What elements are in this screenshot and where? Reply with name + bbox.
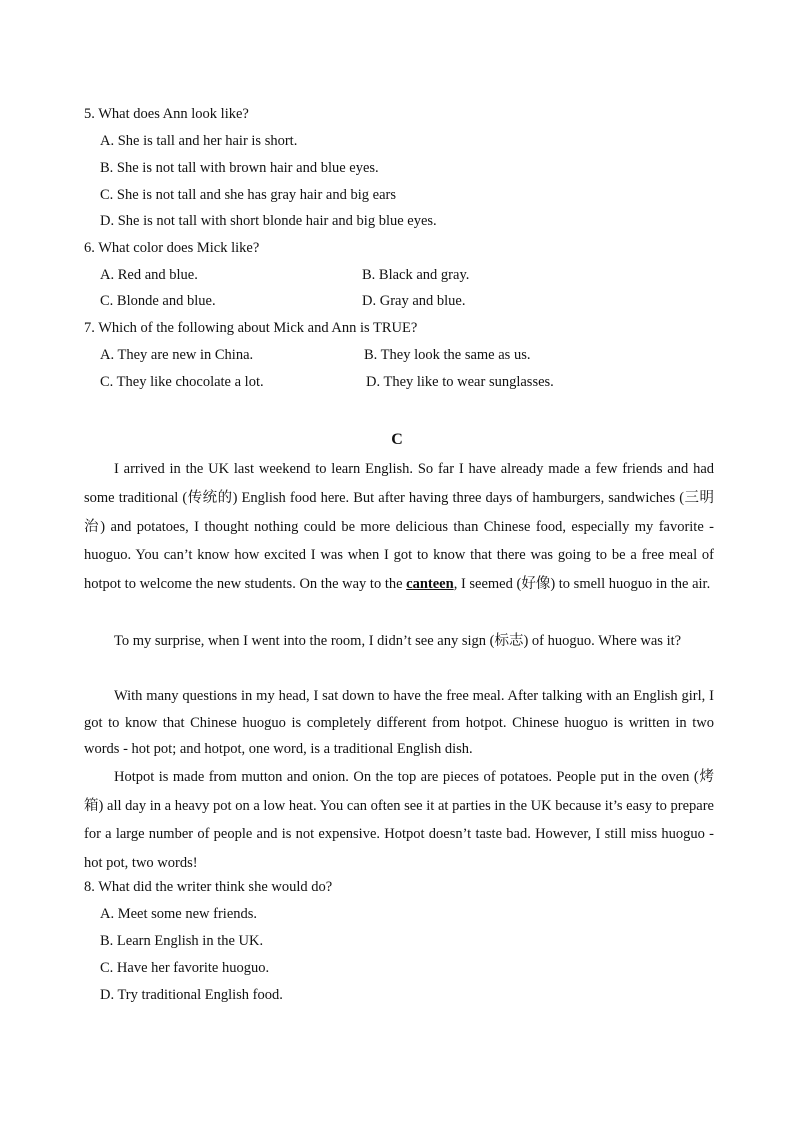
passage-paragraph-4 xyxy=(84,763,714,877)
paragraph-1-text-start: I arrived in the UK last weekend to learn English. So far I have already made a few friends and had some traditional (传统的) English food here. But after having three days of hamburgers, sandwiches (三明治) and potatoes, I thought nothing could be more delicious than Chinese food, especially my favorite - huoguo. You can’t know how excited I was when I got to know that there was going to be a free meal of hotpot to welcome the new students. On the way to the xyxy=(84,461,714,593)
q5-option-b: B. She is not tall with brown hair and blue eyes. xyxy=(100,160,379,176)
q6-option-d: D. Gray and blue. xyxy=(362,293,466,309)
paragraph-3-text: With many questions in my head, I sat down to have the free meal. After talking with an English girl, I got to know that Chinese huoguo is completely different from hotpot. Chinese huoguo is written in two words - hot pot; and hotpot, one word, is a traditional English dish. xyxy=(84,688,714,757)
q6-option-c: C. Blonde and blue. xyxy=(100,293,216,309)
question-7: 7. Which of the following about Mick and Ann is TRUE? xyxy=(84,320,418,336)
section-title-c: C xyxy=(391,431,403,448)
paragraph-1-text-end: , I seemed (好像) to smell huoguo in the air. xyxy=(453,576,711,593)
q6-option-b: B. Black and gray. xyxy=(362,267,470,283)
passage-paragraph-3 xyxy=(84,683,714,763)
paragraph-2-text: To my surprise, when I went into the room, I didn’t see any sign (标志) of huoguo. Where was it? xyxy=(114,633,682,649)
q8-option-c: C. Have her favorite huoguo. xyxy=(100,960,270,976)
q5-option-d: D. She is not tall with short blonde hair and big blue eyes. xyxy=(100,213,437,229)
keyword-canteen: canteen xyxy=(406,576,454,593)
passage-paragraph-1 xyxy=(84,455,714,599)
paragraph-4-text: Hotpot is made from mutton and onion. On the top are pieces of potatoes. People put in the oven (烤箱) all day in a heavy pot on a low heat. You can often see it at parties in the UK because it’s easy to prepare for a large number of people and is not expensive. Hotpot doesn’t taste bad. However, I still miss huoguo - hot pot, two words! xyxy=(84,769,714,871)
question-5: 5. What does Ann look like? xyxy=(84,106,249,122)
q6-option-a: A. Red and blue. xyxy=(100,267,198,283)
q7-option-d: D. They like to wear sunglasses. xyxy=(366,374,554,390)
q5-option-a: A. She is tall and her hair is short. xyxy=(100,133,298,149)
question-8: 8. What did the writer think she would do? xyxy=(84,879,333,895)
question-6: 6. What color does Mick like? xyxy=(84,240,260,256)
q8-option-b: B. Learn English in the UK. xyxy=(100,933,264,949)
passage-paragraph-2 xyxy=(84,627,714,655)
q7-option-c: C. They like chocolate a lot. xyxy=(100,374,264,390)
q7-option-a: A. They are new in China. xyxy=(100,347,254,363)
q8-option-d: D. Try traditional English food. xyxy=(100,987,283,1003)
q5-option-c: C. She is not tall and she has gray hair and big ears xyxy=(100,187,396,203)
q7-option-b: B. They look the same as us. xyxy=(364,347,531,363)
q8-option-a: A. Meet some new friends. xyxy=(100,906,258,922)
